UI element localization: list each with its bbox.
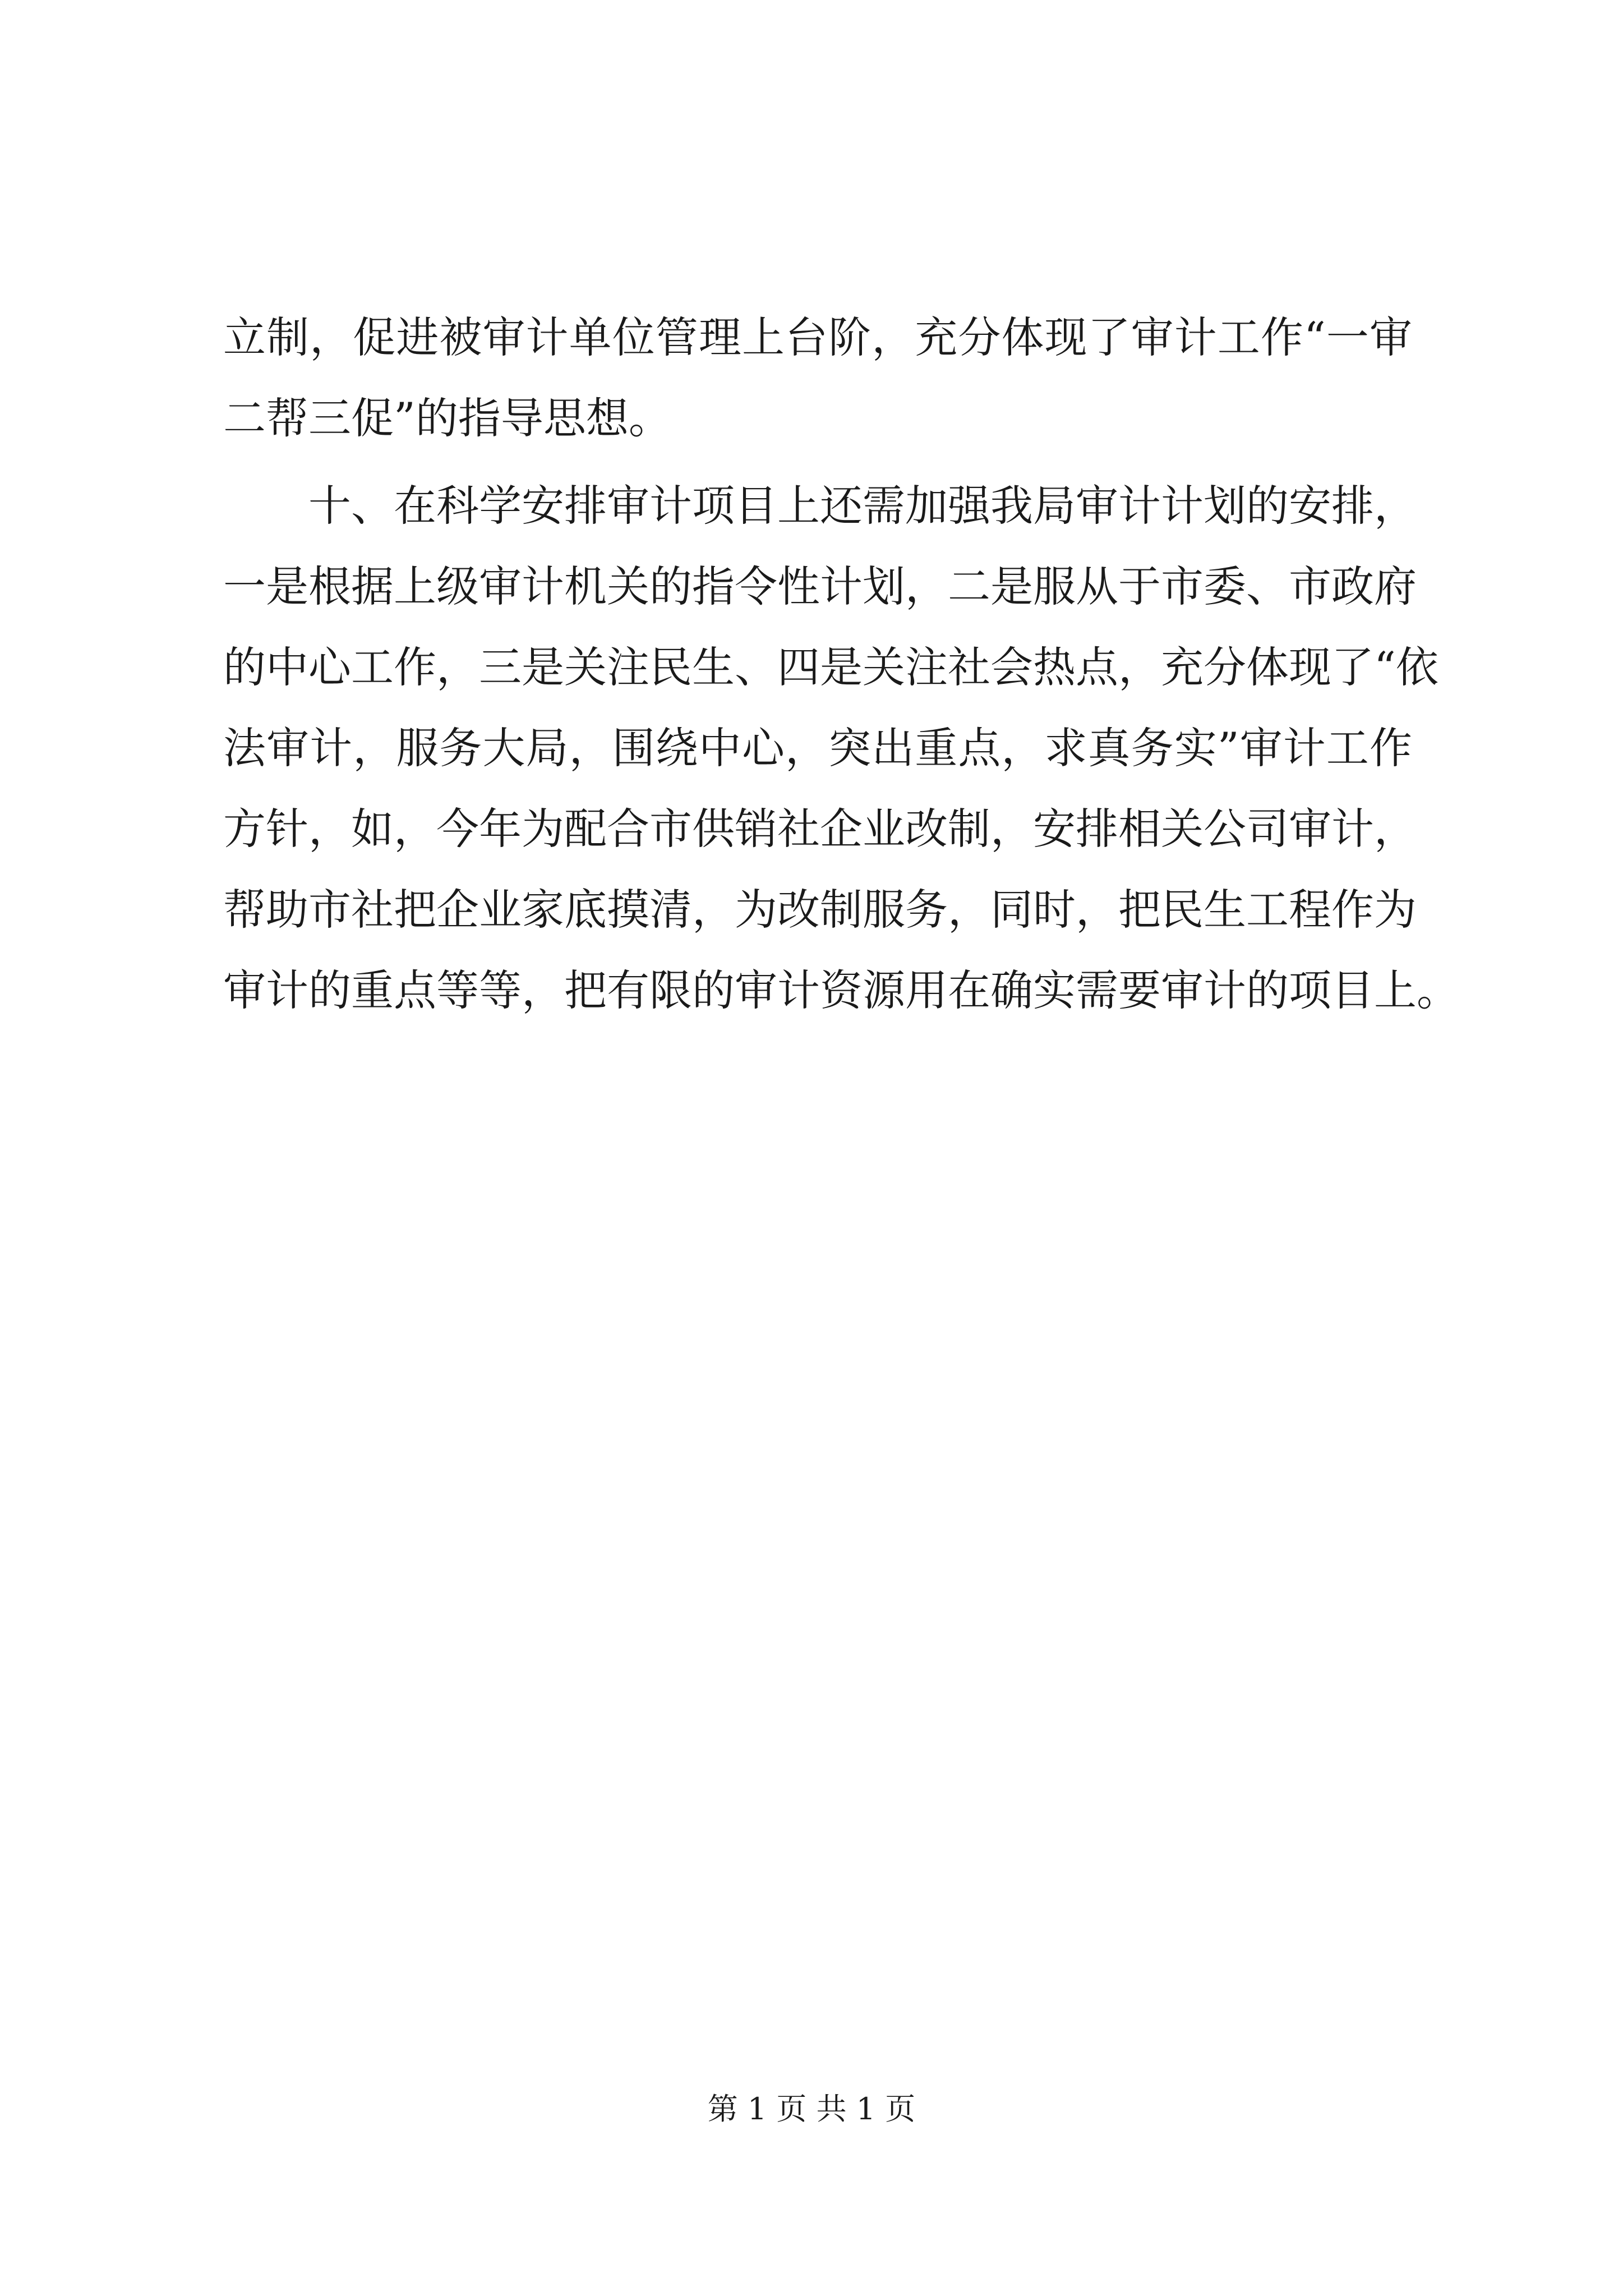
paragraph-line: 法审计，服务大局，围绕中心，突出重点，求真务实”审计工作 xyxy=(223,723,1412,773)
paragraph-gap xyxy=(223,459,1412,466)
page-number-label: 第 1 页 共 1 页 xyxy=(707,2091,916,2127)
paragraph-line: 十、在科学安排审计项目上还需加强我局审计计划的安排， xyxy=(308,481,1417,531)
paragraph-line: 的中心工作，三是关注民生、四是关注社会热点，充分体现了“依 xyxy=(223,642,1438,692)
body-text xyxy=(223,297,1459,1031)
paragraph-line: 二帮三促”的指导思想。 xyxy=(223,393,671,443)
paragraph-line: 一是根据上级审计机关的指令性计划，二是服从于市委、市政府 xyxy=(223,562,1417,611)
paragraph-line: 审计的重点等等，把有限的审计资源用在确实需要审计的项目上。 xyxy=(223,965,1459,1015)
page-footer xyxy=(0,2087,1623,2132)
paragraph-line: 帮助市社把企业家底摸清，为改制服务，同时，把民生工程作为 xyxy=(223,885,1417,935)
paragraph-line: 方针，如，今年为配合市供销社企业改制，安排相关公司审计， xyxy=(223,804,1417,854)
paragraph-line: 立制，促进被审计单位管理上台阶，充分体现了审计工作“一审 xyxy=(223,312,1412,362)
